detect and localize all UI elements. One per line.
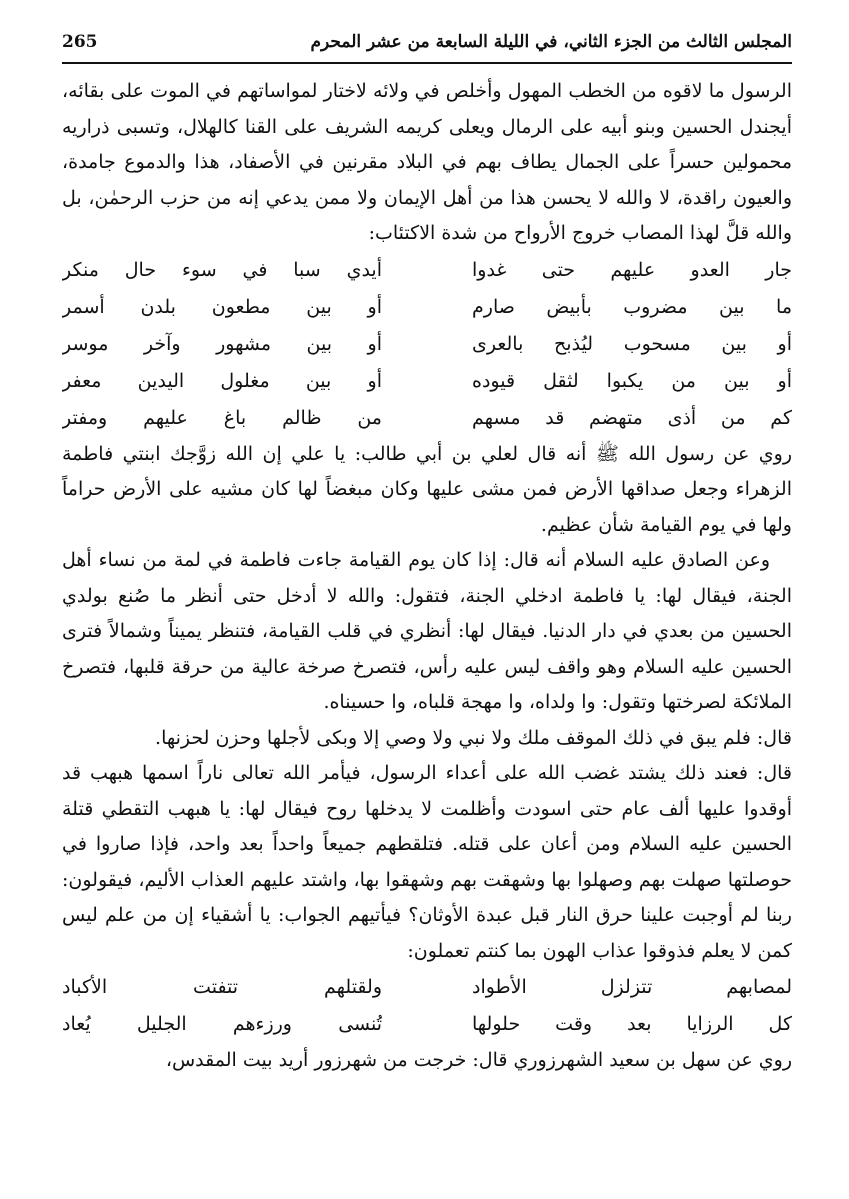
paragraph: روي عن سهل بن سعيد الشهرزوري قال: خرجت من شهرزور أريد بيت المقدس،	[165, 1049, 792, 1071]
verse-second-hemistich: أو بين مغلول اليدين معفر	[62, 369, 382, 392]
verse-line	[62, 969, 792, 1006]
paragraph: وعن الصادق عليه السلام أنه قال: إذا كان يوم القيامة جاءت فاطمة في لمة من نساء أهل الجنة، فيقال لها: يا فاطمة ادخلي الجنة، فتقول: والله لا أدخل حتى أنظر ما صُنع بولدي الحسين من بعدي في دار الدنيا. فيقال لها: أنظري في قلب القيامة، فتنظر يميناً وشمالاً فترى الحسين عليه السلام وهو واقف ليس عليه رأس، فتصرخ صرخة عالية من حرقة قلبها، فتصرخ الملائكة لصرختها وتقول: وا ولداه، وا مهجة قلباه، وا حسيناه.	[62, 549, 792, 713]
poem-block	[62, 252, 792, 437]
paragraph: قال: فعند ذلك يشتد غضب الله على أعداء الرسول، فيأمر الله تعالى ناراً اسمها هبهب قد أوقدوا عليها ألف عام حتى اسودت وأظلمت لا يدخلها روح فيقال لها: يا هبهب التقطي قتلة الحسين عليه السلام ومن أعان على قتله. فتلقطهم جميعاً واحداً بعد واحد، فإذا صاروا في حوصلتها صهلت بهم وصهلوا بها وشهقت بهم وشهقوا بها، واشتد عليهم العذاب الأليم، فيقولون: ربنا لم أوجبت علينا حرق النار قبل عبدة الأوثان؟ فيأتيهم الجواب: يا أشقياء إن من علم ليس كمن لا يعلم فذوقوا عذاب الهون بما كنتم تعملون:	[62, 762, 792, 962]
page-number: 265	[62, 32, 98, 52]
book-page	[62, 28, 792, 1079]
verse-line	[62, 326, 792, 363]
verse-second-hemistich: ولقتلهم تتفتت الأكباد	[62, 976, 382, 998]
paragraph: قال: فلم يبق في ذلك الموقف ملك ولا نبي ولا وصي إلا وبكى لأجلها وحزن لحزنها.	[155, 726, 792, 749]
verse-first-hemistich: لمصابهم تتزلزل الأطواد	[472, 976, 792, 998]
verse-line	[62, 1006, 792, 1043]
verse-first-hemistich: كم من أذى متهضم قد مسهم	[472, 406, 792, 429]
verse-line	[62, 400, 792, 437]
verse-second-hemistich: أو بين مشهور وآخر موسر	[62, 332, 382, 355]
verse-second-hemistich: تُنسى ورزءهم الجليل يُعاد	[62, 1013, 382, 1035]
paragraph: الرسول ما لاقوه من الخطب المهول وأخلص في ولائه لاختار لمواساتهم في الموت على بقائه، أيجندل الحسين وبنو أبيه على الرمال ويعلى كريمه الشريف على القنا كالهلال، وتسبى ذراريه محمولين حسراً على الجمال يطاف بهم في البلاد مقرنين في الأصفاد، هذا والدموع جامدة، والعيون راقدة، لا والله لا يحسن هذا من أهل الإيمان ولا ممن يدعي إنه من حزب الرحمٰن، بل والله قلَّ لهذا المصاب خروج الأرواح من شدة الاكتئاب:	[62, 80, 792, 244]
verse-line	[62, 289, 792, 326]
verse-first-hemistich: أو بين من يكبوا لثقل قيوده	[472, 369, 792, 392]
verse-first-hemistich: ما بين مضروب بأبيض صارم	[472, 295, 792, 318]
verse-second-hemistich: أو بين مطعون بلدن أسمر	[62, 295, 382, 318]
running-header	[62, 28, 792, 64]
verse-first-hemistich: كل الرزايا بعد وقت حلولها	[472, 1013, 792, 1035]
verse-line	[62, 252, 792, 289]
verse-line	[62, 363, 792, 400]
verse-second-hemistich: أيدي سبا في سوء حال منكر	[62, 258, 382, 281]
header-title: المجلس الثالث من الجزء الثاني، في الليلة السابعة من عشر المحرم	[310, 32, 792, 52]
verse-first-hemistich: أو بين مسحوب ليُذبح بالعرى	[472, 332, 792, 355]
verse-first-hemistich: جار العدو عليهم حتى غدوا	[472, 258, 792, 281]
poem-block	[62, 969, 792, 1043]
page-body	[62, 74, 792, 1079]
paragraph: روي عن رسول الله ﷺ أنه قال لعلي بن أبي طالب: يا علي إن الله زوَّجك ابنتي فاطمة الزهراء وجعل صداقها الأرض فمن مشى عليها وكان مبغضاً لها كان مشيه على الأرض حراماً ولها في يوم القيامة شأن عظيم.	[62, 442, 792, 536]
verse-second-hemistich: من ظالم باغ عليهم ومفتر	[62, 406, 382, 429]
